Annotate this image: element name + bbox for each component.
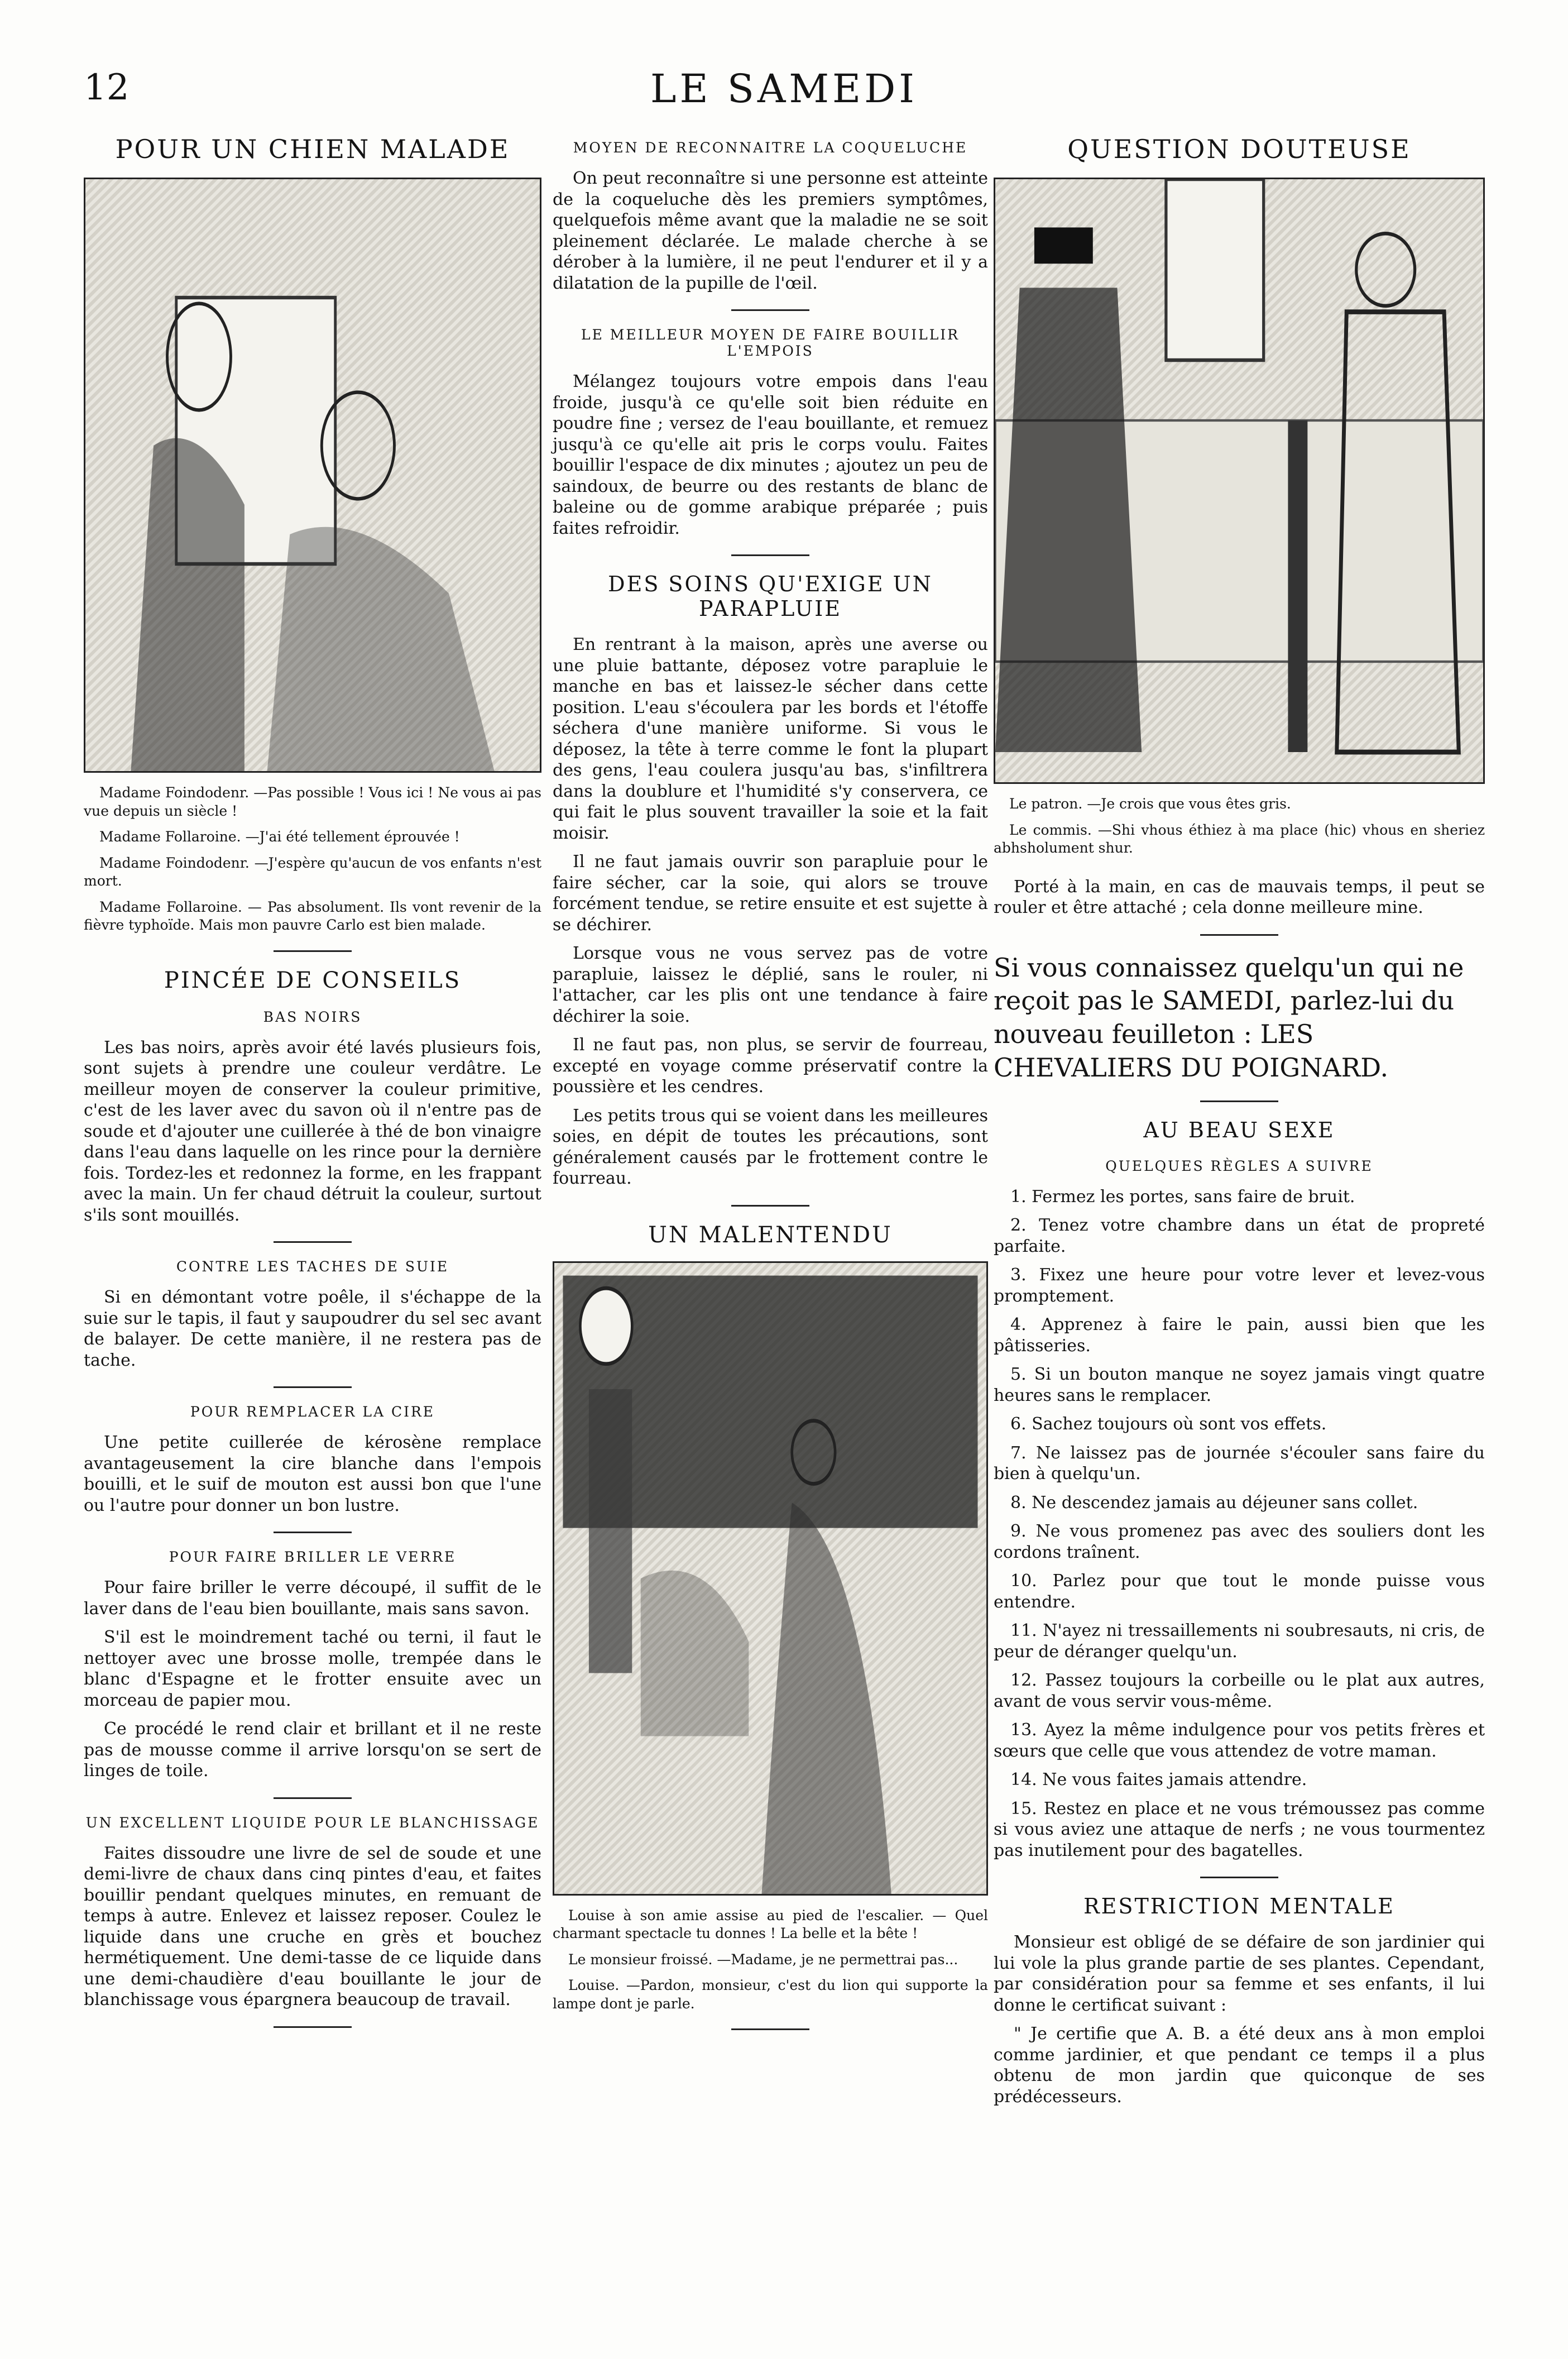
divider [731, 2028, 809, 2030]
paragraph: Les bas noirs, après avoir été lavés plusieurs fois, sont sujets à prendre une couleur verdâtre. Le meilleur moyen de conserver la couleur primitive, c'est de les laver avec du savon où il n'entre pas de soude et d'ajouter une cuillerée à thé de bon vinaigre dans l'eau dans laquelle on les rince pour la dernière fois. Tordez-les et redonnez la forme, en les frappant avec la main. Un fer chaud détruit la couleur, surtout s'ils sont mouillés. [84, 1037, 541, 1225]
divider [274, 1532, 352, 1533]
caption-line: Madame Follaroine. — Pas absolument. Ils vont revenir de la fièvre typhoïde. Mais mon pauvre Carlo est bien malade. [84, 898, 541, 933]
list-item: 14. Ne vous faites jamais attendre. [1010, 1770, 1307, 1790]
feuilleton-appeal: Si vous connaissez quelqu'un qui ne reçoit pas le SAMEDI, parlez-lui du nouveau feuilleton : LES CHEVALIERS DU POIGNARD. [994, 952, 1464, 1083]
subheading-coqueluche: MOYEN DE RECONNAITRE LA COQUELUCHE [573, 140, 968, 156]
paragraph: Il ne faut pas, non plus, se servir de fourreau, excepté en voyage comme préservatif contre la poussière et les cendres. [553, 1035, 988, 1097]
illustration-malentendu [553, 1261, 988, 1896]
column-right [994, 134, 1485, 2115]
paragraph: Pour faire briller le verre découpé, il suffit de le laver dans de l'eau bien bouillante, mais sans savon. [84, 1578, 541, 1619]
paragraph: Ce procédé le rend clair et brillant et il ne reste pas de mousse comme il arrive lorsqu'on se sert de linges de toile. [84, 1719, 541, 1781]
illustration-salon [84, 178, 541, 773]
list-item: 9. Ne vous promenez pas avec des souliers dont les cordons traînent. [994, 1521, 1485, 1562]
list-item: 11. N'ayez ni tressaillements ni soubresauts, ni cris, de peur de déranger quelqu'un. [994, 1621, 1485, 1662]
paragraph: Une petite cuillerée de kérosène remplace avantageusement la cire blanche dans l'empois bouilli, et le suif de mouton est aussi bon que l'une ou l'autre pour donner un bon lustre. [84, 1433, 541, 1515]
divider [1200, 1100, 1278, 1102]
caption-line: Louise. —Pardon, monsieur, c'est du lion qui supporte la lampe dont je parle. [553, 1977, 988, 2012]
list-item: 3. Fixez une heure pour votre lever et levez-vous promptement. [994, 1265, 1485, 1306]
illustration-question [994, 178, 1485, 784]
divider [274, 2026, 352, 2028]
paragraph: Monsieur est obligé de se défaire de son jardinier qui lui vole la plus grande partie de ses plantes. Cependant, par considération pour sa femme et ses enfants, il lui donne le certificat suivant : [994, 1932, 1485, 2015]
list-item: 2. Tenez votre chambre dans un état de propreté parfaite. [994, 1216, 1485, 1256]
paragraph: Lorsque vous ne vous servez pas de votre parapluie, laissez le déplié, sans le rouler, ni l'attacher, car les plis ont une tendance à faire déchirer la soie. [553, 944, 988, 1026]
column-left [84, 134, 541, 2044]
list-item: 13. Ayez la même indulgence pour vos petits frères et sœurs que celle que vous attendez de votre maman. [994, 1720, 1485, 1761]
divider [274, 1386, 352, 1388]
divider [1200, 934, 1278, 936]
section-title-conseils: PINCÉE DE CONSEILS [164, 967, 462, 993]
article-title-restriction: RESTRICTION MENTALE [1083, 1894, 1395, 1919]
list-item: 15. Restez en place et ne vous trémoussez pas comme si vous aviez une attaque de nerfs ; ne vous tourmentez pas inutilement pour des bagatelles. [994, 1798, 1485, 1860]
article-title-beau-sexe: AU BEAU SEXE [1143, 1117, 1335, 1142]
divider [731, 309, 809, 311]
caption-line: Le commis. —Shi vhous éthiez à ma place (hic) vhous en sheriez abhsholument shur. [994, 821, 1485, 856]
paragraph: On peut reconnaître si une personne est atteinte de la coqueluche dès les premiers symptômes, quelquefois même avant que la maladie ne se soit pleinement déclarée. Le malade cherche à se dérober à la lumière, il ne peut l'endurer et il y a dilatation de la pupille de l'œil. [553, 169, 988, 293]
article-title-malentendu: UN MALENTENDU [648, 1222, 893, 1248]
divider [731, 1205, 809, 1207]
subheading-verre: POUR FAIRE BRILLER LE VERRE [169, 1549, 457, 1565]
divider [274, 1797, 352, 1799]
divider [1200, 1877, 1278, 1878]
caption-line: Louise à son amie assise au pied de l'escalier. — Quel charmant spectacle tu donnes ! La belle et la bête ! [553, 1907, 988, 1941]
caption-line: Le patron. —Je crois que vous êtes gris. [1009, 796, 1291, 812]
list-item: 5. Si un bouton manque ne soyez jamais vingt quatre heures sans le remplacer. [994, 1365, 1485, 1405]
paragraph: Mélangez toujours votre empois dans l'eau froide, jusqu'à ce qu'elle soit bien réduite en poudre fine ; versez de l'eau bouillante, et remuez jusqu'à ce qu'elle ait pris le corps voulu. Faites bouillir l'espace de dix minutes ; ajoutez un peu de saindoux, de beurre ou des restants de blanc de baleine ou de gomme arabique préparée ; puis faites refroidir. [553, 372, 988, 538]
list-item: 10. Parlez pour que tout le monde puisse vous entendre. [994, 1571, 1485, 1612]
paragraph: Si en démontant votre poêle, il s'échappe de la suie sur le tapis, il faut y saupoudrer du sel sec avant de balayer. De cette manière, il ne restera pas de tache. [84, 1288, 541, 1370]
column-middle [553, 134, 988, 2046]
list-item: 12. Passez toujours la corbeille ou le plat aux autres, avant de vous servir vous-même. [994, 1671, 1485, 1711]
article-title-question: QUESTION DOUTEUSE [1067, 134, 1411, 164]
article-title-chien: POUR UN CHIEN MALADE [115, 134, 510, 164]
paragraph: S'il est le moindrement taché ou terni, il faut le nettoyer avec une brosse molle, trempée dans le blanc d'Espagne et le frotter ensuite avec un morceau de papier mou. [84, 1628, 541, 1710]
subheading-suie: CONTRE LES TACHES DE SUIE [176, 1259, 449, 1275]
paragraph: Les petits trous qui se voient dans les meilleures soies, en dépit de toutes les précautions, sont généralement causés par le frottement contre le fourreau. [553, 1106, 988, 1188]
illustration-question-drawing [995, 179, 1483, 782]
paragraph: En rentrant à la maison, après une averse ou une pluie battante, déposez votre parapluie le manche en bas et laissez-le sécher dans cette position. L'eau s'écoulera par les bords et l'étoffe séchera d'une manière uniforme. Si vous le déposez, la tête à terre comme le font la plupart des gens, l'eau coulera jusqu'au bas, s'infiltrera dans la doublure et l'humidité s'y conservera, ce qui fait le plus souvent travailler la soie et la fait moisir. [553, 635, 988, 843]
rules-list [994, 1186, 1485, 1862]
divider [274, 950, 352, 952]
illustration-salon-drawing [85, 179, 540, 771]
illustration-malentendu-drawing [554, 1263, 986, 1894]
list-item: 6. Sachez toujours où sont vos effets. [1010, 1414, 1327, 1434]
paragraph: Il ne faut jamais ouvrir son parapluie pour le faire sécher, car la soie, qui alors se trouve forcément tendue, se retire ensuite et est sujette à se déchirer. [553, 852, 988, 935]
caption-line: Madame Foindodenr. —J'espère qu'aucun de vos enfants n'est mort. [84, 854, 541, 889]
subheading-blanchissage: UN EXCELLENT LIQUIDE POUR LE BLANCHISSAGE [85, 1814, 540, 1831]
caption-line: Le monsieur froissé. —Madame, je ne permettrai pas... [568, 1951, 958, 1968]
paragraph: Faites dissoudre une livre de sel de soude et une demi-livre de chaux dans cinq pintes d'eau, et faites bouillir pendant quelques minutes, en remuant de temps à autre. Enlevez et laissez reposer. Coulez le liquide dans une cruche en grès et bouchez hermétiquement. Une demi-tasse de ce liquide dans une demi-chaudière d'eau bouillante le jour de blanchissage vous épargnera beaucoup de travail. [84, 1843, 541, 2009]
list-item: 4. Apprenez à faire le pain, aussi bien que les pâtisseries. [994, 1315, 1485, 1356]
article-title-parapluie: DES SOINS QU'EXIGE UN PARAPLUIE [608, 572, 933, 621]
paragraph: " Je certifie que A. B. a été deux ans à mon emploi comme jardinier, et que pendant ce temps il a plus obtenu de mon jardin que quiconque de ses prédécesseurs. [994, 2024, 1485, 2107]
subheading-regles: QUELQUES RÈGLES A SUIVRE [1105, 1157, 1373, 1174]
subheading-empois: LE MEILLEUR MOYEN DE FAIRE BOUILLIR L'EMPOIS [581, 327, 960, 359]
page-header [0, 0, 1568, 123]
subheading-bas-noirs: BAS NOIRS [263, 1008, 362, 1025]
divider [731, 554, 809, 556]
caption-question [994, 795, 1485, 858]
subheading-cire: POUR REMPLACER LA CIRE [190, 1404, 435, 1420]
list-item: 8. Ne descendez jamais au déjeuner sans collet. [1010, 1492, 1418, 1513]
divider [274, 1241, 352, 1243]
caption-chien [84, 784, 541, 935]
caption-line: Madame Foindodenr. —Pas possible ! Vous ici ! Ne vous ai pas vue depuis un siècle ! [84, 784, 541, 819]
masthead: LE SAMEDI [650, 66, 918, 112]
caption-line: Madame Follaroine. —J'ai été tellement éprouvée ! [99, 829, 460, 845]
page-number: 12 [84, 67, 130, 108]
list-item: 1. Fermez les portes, sans faire de bruit. [1010, 1186, 1355, 1207]
list-item: 7. Ne laissez pas de journée s'écouler sans faire du bien à quelqu'un. [994, 1443, 1485, 1484]
caption-malentendu [553, 1907, 988, 2013]
paragraph: Porté à la main, en cas de mauvais temps, il peut se rouler et être attaché ; cela donne meilleure mine. [994, 877, 1485, 917]
